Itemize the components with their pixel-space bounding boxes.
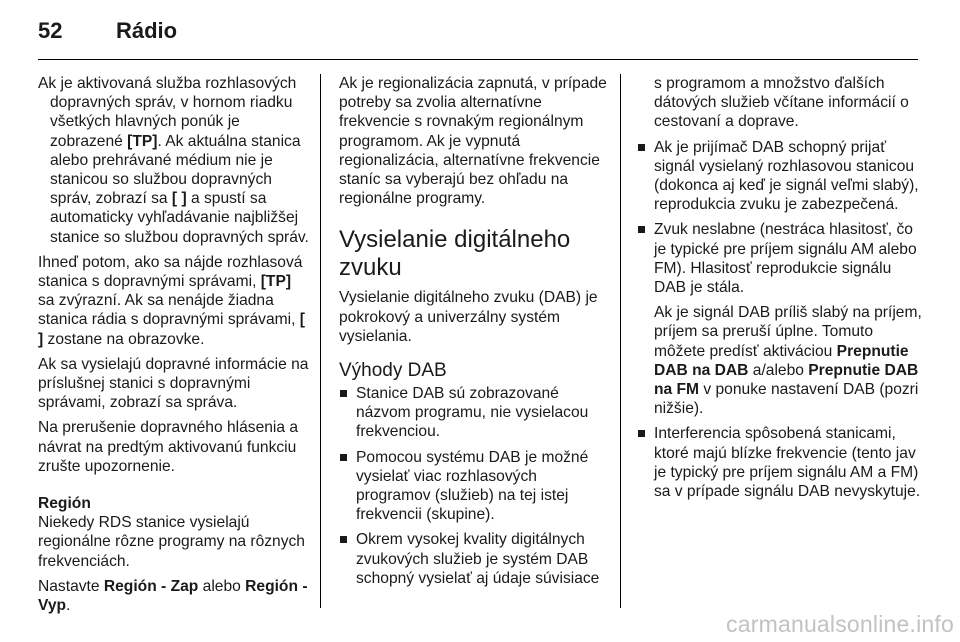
dab-advantages-list-cont xyxy=(637,138,922,298)
paragraph-continuation: s programom a množstvo ďalších dátových služieb včítane informácií o cestovaní a doprave. xyxy=(654,75,909,131)
bullet-icon xyxy=(638,226,645,233)
paragraph-regionalization: Ak je regionalizácia zapnutá, v prípade potreby sa zvolia alternatívne frekvencie s rovnakým regionálnym programom. Ak je vypnutá regionalizácia, alternatívne frekvencie staníc sa vyberajú bez ohľadu na regionálne programy. xyxy=(339,75,607,208)
option-dab-to-dab: Prepnutie DAB na DAB xyxy=(654,342,909,379)
bullet-icon xyxy=(638,144,645,151)
paragraph-dab-intro: Vysielanie digitálneho zvuku (DAB) je pokrokový a univerzálny systém vysielania. xyxy=(339,289,598,345)
paragraph-tp-info: Ak je aktivovaná služba rozhlasových dopravných správ, v hornom riadku všetkých hlavných ponúk je zobrazené [TP]. Ak aktuálna stanica alebo prehrávané médium nie je stanicou so službou dopravných správ, zobrazí sa [ ] a spustí sa automaticky vyhľadávanie najbližšej stanice so službou dopravných správ. xyxy=(38,75,309,246)
list-item: Ak je prijímač DAB schopný prijať signál vysielaný rozhlasovou stanicou (dokonca aj keď je signál veľmi slabý), reprodukcia zvuku je zabezpečená. xyxy=(637,138,922,215)
option-dab-to-fm: Prepnutie DAB na FM xyxy=(654,361,919,399)
option-region-on: Región - Zap xyxy=(103,577,199,595)
paragraph-dab-switch: Ak je signál DAB príliš slabý na príjem, príjem sa preruší úplne. Tomuto môžete predísť aktiváciou Prepnutie DAB na DAB a/alebo Prepnutie DAB na FM v ponuke nastavení DAB (pozri nižšie). xyxy=(654,304,922,418)
heading-region: Región xyxy=(38,495,91,513)
heading-dab-advantages: Výhody DAB xyxy=(339,360,447,382)
bullet-icon xyxy=(340,536,347,543)
paragraph-region: Niekedy RDS stanice vysielajú regionálne rôzne programy na rôznych frekvenciách. xyxy=(38,514,305,570)
heading-dab: Vysielanie digitálneho zvuku xyxy=(339,226,571,282)
list-item: Zvuk neslabne (nestráca hlasitosť, čo je typické pre príjem signálu AM alebo FM). Hlasitosť reprodukcie signálu DAB je stála. xyxy=(637,220,922,297)
bullet-icon xyxy=(340,454,347,461)
bullet-icon xyxy=(638,430,645,437)
paragraph-cancel-message: Na prerušenie dopravného hlásenia a návrat na predtým aktivovanú funkciu zrušte upozornenie. xyxy=(38,419,299,475)
paragraph-tp-found: Ihneď potom, ako sa nájde rozhlasová stanica s dopravnými správami, [TP] sa zvýrazní. Ak sa nenájde žiadna stanica rádia s dopravnými správami, [ ] zostane na obrazovke. xyxy=(38,253,305,348)
list-item: Stanice DAB sú zobrazované názvom programu, nie vysielacou frekvenciou. xyxy=(339,384,611,442)
paragraph-region-setting: Nastavte Región - Zap alebo Región - Vyp. xyxy=(38,577,308,615)
list-item: Pomocou systému DAB je možné vysielať viac rozhlasových programov (služieb) na tej istej frekvencii (skupine). xyxy=(339,448,611,525)
page-header xyxy=(38,18,918,58)
dab-advantages-list xyxy=(339,384,611,588)
tp-indicator: [TP] xyxy=(127,132,158,150)
bullet-icon xyxy=(340,390,347,397)
header-rule xyxy=(38,59,918,60)
column-1 xyxy=(38,74,310,621)
column-divider xyxy=(320,74,321,608)
chapter-title: Rádio xyxy=(116,18,178,43)
watermark: carmanualsonline.info xyxy=(726,611,954,637)
empty-indicator: [ ] xyxy=(171,190,187,208)
paragraph-traffic-message: Ak sa vysielajú dopravné informácie na príslušnej stanici s dopravnými správami, zobrazí sa správa. xyxy=(38,355,309,412)
option-region-off: Región - Vyp xyxy=(38,577,308,615)
column-3 xyxy=(637,74,922,507)
column-divider xyxy=(620,74,621,608)
column-2 xyxy=(339,74,611,594)
page-number: 52 xyxy=(38,18,63,43)
list-item: Okrem vysokej kvality digitálnych zvukových služieb je systém DAB schopný vysielať aj údaje súvisiace xyxy=(339,530,611,588)
list-item: Interferencia spôsobená stanicami, ktoré majú blízke frekvencie (tento jav je typický pre príjem signálu AM a FM) sa v prípade signálu DAB nevyskytuje. xyxy=(637,424,922,501)
dab-advantages-list-end xyxy=(637,424,922,501)
